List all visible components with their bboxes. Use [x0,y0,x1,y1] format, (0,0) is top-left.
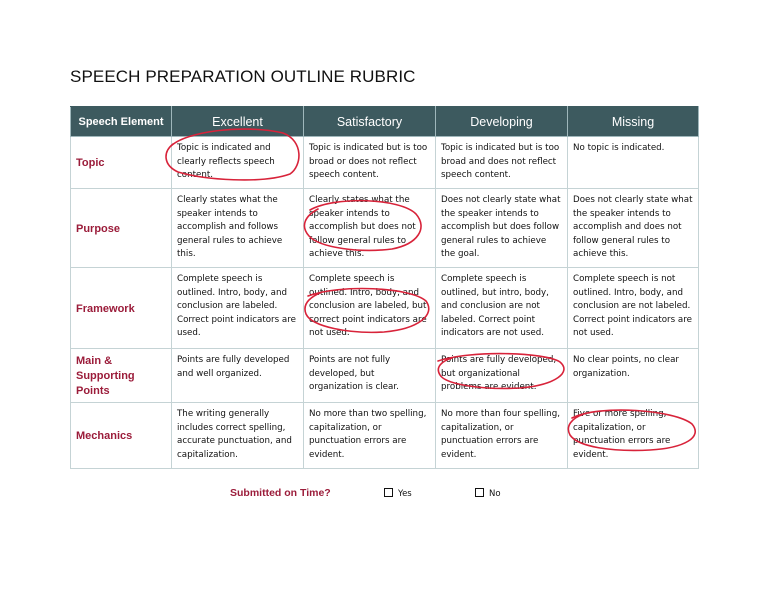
row-purpose [71,189,699,268]
yes-checkbox[interactable] [384,488,393,497]
header-row [71,107,699,137]
cell-missing: Complete speech is not outlined. Intro, body, and conclusion are not labeled. Correct point indicators are not used. [568,268,699,349]
element-label: Main & Supporting Points [71,349,172,403]
cell-missing: No topic is indicated. [568,137,699,189]
rubric-table [70,106,699,469]
page-title: SPEECH PREPARATION OUTLINE RUBRIC [70,67,416,86]
cell-developing: Does not clearly state what the speaker intends to accomplish but does follow general rules to achieve the goal. [436,189,568,268]
header-speech-element: Speech Element [71,107,172,137]
row-mechanics [71,403,699,469]
yes-label: Yes [398,489,412,499]
no-checkbox[interactable] [475,488,484,497]
row-main-supporting-points [71,349,699,403]
header-satisfactory: Satisfactory [304,107,436,137]
row-framework [71,268,699,349]
cell-excellent: Points are fully developed and well organized. [172,349,304,403]
cell-developing: Topic is indicated but is too broad and does not reflect speech content. [436,137,568,189]
header-developing: Developing [436,107,568,137]
element-label: Mechanics [71,403,172,469]
cell-missing: Does not clearly state what the speaker intends to accomplish and does not follow general rules to achieve this. [568,189,699,268]
option-yes[interactable] [384,488,412,499]
cell-developing: Points are fully developed, but organizational problems are evident. [436,349,568,403]
option-no[interactable] [475,488,501,499]
cell-satisfactory: Topic is indicated but is too broad or does not reflect speech content. [304,137,436,189]
cell-missing: No clear points, no clear organization. [568,349,699,403]
header-missing: Missing [568,107,699,137]
submitted-on-time-label: Submitted on Time? [230,487,331,499]
no-label: No [489,489,501,499]
cell-satisfactory: Clearly states what the speaker intends to accomplish but does not follow general rules to achieve this. [304,189,436,268]
cell-excellent: Clearly states what the speaker intends to accomplish and follows general rules to achieve this. [172,189,304,268]
row-topic [71,137,699,189]
cell-developing: No more than four spelling, capitalization, or punctuation errors are evident. [436,403,568,469]
cell-satisfactory: No more than two spelling, capitalization, or punctuation errors are evident. [304,403,436,469]
cell-satisfactory: Complete speech is outlined. Intro, body, and conclusion are labeled, but correct point indicators are not used. [304,268,436,349]
element-label: Topic [71,137,172,189]
cell-excellent: Topic is indicated and clearly reflects speech content. [172,137,304,189]
element-label: Framework [71,268,172,349]
cell-satisfactory: Points are not fully developed, but organization is clear. [304,349,436,403]
cell-excellent: Complete speech is outlined. Intro, body, and conclusion are labeled. Correct point indicators are used. [172,268,304,349]
header-excellent: Excellent [172,107,304,137]
cell-missing: Five or more spelling, capitalization, or punctuation errors are evident. [568,403,699,469]
cell-developing: Complete speech is outlined, but intro, body, and conclusion are not labeled. Correct point indicators are not used. [436,268,568,349]
element-label: Purpose [71,189,172,268]
cell-excellent: The writing generally includes correct spelling, accurate punctuation, and capitalization. [172,403,304,469]
